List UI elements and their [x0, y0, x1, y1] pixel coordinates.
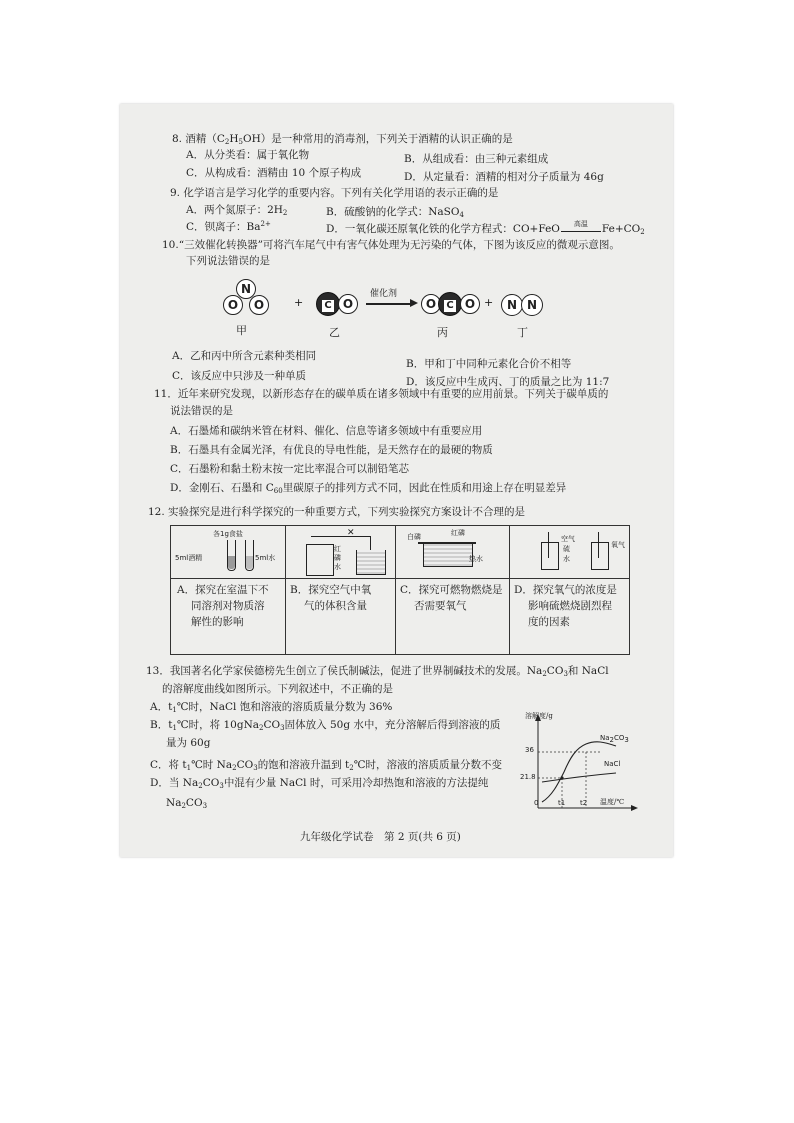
arrow-head [410, 299, 418, 307]
q11-option-c: C．石墨粉和黏土粉末按一定比率混合可以制铅笔芯 [170, 463, 410, 475]
q11-option-a: A．石墨烯和碳纳米管在材料、催化、信息等诸多领域中有重要应用 [170, 425, 483, 437]
q11-stem-line1: 11．近年来研究发现，以新形态存在的碳单质在诸多领域中有重要的应用前景。下列关于碳单质的 [154, 388, 609, 400]
q10-option-c: C．该反应中只涉及一种单质 [172, 370, 307, 382]
nitrogen-atom: N [501, 294, 523, 316]
nitrogen-atom: N [236, 279, 256, 299]
beaker [423, 544, 473, 567]
gas-bottle [591, 542, 609, 570]
q12-option-c: C．探究可燃物燃烧是 否需要氧气 [400, 584, 503, 612]
oxygen-atom: O [460, 294, 480, 314]
q12-option-a: A．探究在室温下不 同溶剂对物质溶 解性的影响 [177, 584, 269, 628]
label-bing: 丙 [437, 326, 448, 339]
label-ding: 丁 [517, 326, 528, 339]
oxygen-atom: O [338, 294, 358, 314]
q8-option-a: A．从分类看：属于氧化物 [186, 149, 310, 161]
chart-ytick-36: 36 [525, 746, 534, 754]
q12-stem: 12. 实验探究是进行科学探究的一种重要方式，下列实验探究方案设计不合理的是 [148, 506, 526, 518]
chart-x-arrow [631, 805, 638, 811]
q13-option-b-line2: 量为 60g [166, 737, 211, 749]
chart-xtick-t2: t2 [580, 799, 588, 807]
oxygen-atom: O [421, 294, 441, 314]
q13-option-c: C．将 $t_1℃$时 $Na_2CO_3$的饱和溶液升温到 $t_2℃$时，溶液的溶质质量分数不变 [150, 759, 502, 772]
q12-table: 各1g食盐 5ml酒精 5ml水 ✕ 红 磷 水 白磷 红磷 热水 空气 硫 水 氧气 A．探究在室温下不 同溶剂对物质溶 解性的影响 B．探究空气中氧 气的体积含量 C．探究可燃物燃烧是 否需要氧气 D．探究氧气的浓度是 影响硫燃烧剧烈程 度的因素 [170, 525, 630, 655]
oxygen-atom: O [249, 295, 269, 315]
q13-stem-line1: 13．我国著名化学家侯德榜先生创立了侯氏制碱法，促进了世界制碱技术的发展。$Na_2CO_3$和 NaCl [146, 665, 609, 678]
beaker [356, 550, 386, 575]
q10-option-b: B．甲和丁中同种元素化合价不相等 [406, 358, 572, 370]
chart-xlabel: 温度/℃ [600, 798, 625, 806]
legend-na2co3: $Na_2CO_3$ [600, 734, 629, 744]
q9-stem: 9. 化学语言是学习化学的重要内容。下列有关化学用语的表示正确的是 [170, 187, 499, 199]
gas-bottle [541, 542, 559, 570]
page-footer: 九年级化学试卷 第 2 页(共 6 页) [300, 831, 461, 843]
q9-option-b: B．硫酸钠的化学式：NaSO$_4$ [326, 206, 464, 219]
carbon-atom: C [438, 292, 462, 316]
q8-option-b: B．从组成看：由三种元素组成 [404, 153, 549, 165]
q9-option-d: D．一氧化碳还原氧化铁的化学方程式：CO+FeO 高温 $Fe+CO_2$ [326, 220, 645, 236]
q11-option-d: D．金刚石、石墨和 $C_{60}$里碳原子的排列方式不同，因此在性质和用途上存在明显差异 [170, 482, 567, 495]
series-na2co3-line [542, 742, 616, 802]
q10-stem-line1: 10.“三效催化转换器”可将汽车尾气中有害气体处理为无污染的气体，下图为该反应的微观示意图。 [162, 239, 620, 251]
tube [311, 536, 371, 537]
liquid [246, 556, 253, 569]
q13-option-d-line2: $Na_2CO_3$ [166, 797, 208, 810]
q8-stem: 8. 酒精$(C_2H_5OH)$是一种常用的消毒剂，下列关于酒精的认识正确的是 [172, 133, 513, 146]
q12-option-b: B．探究空气中氧 气的体积含量 [290, 584, 372, 612]
chart-ylabel: 溶解度/g [525, 712, 553, 720]
carbon-atom: C [316, 292, 340, 316]
plus-sign: + [484, 296, 494, 309]
catalyst-label: 催化剂 [370, 289, 398, 299]
intersection-point [560, 776, 563, 779]
label-yi: 乙 [329, 326, 340, 339]
bottle [306, 544, 334, 576]
reaction-arrow [366, 303, 412, 305]
q13-stem-line2: 的溶解度曲线如图所示。下列叙述中，不正确的是 [162, 683, 393, 695]
liquid [228, 556, 235, 569]
q13-option-a: A．$t_1℃$时，NaCl 饱和溶液的溶质质量分数为 36% [150, 701, 393, 714]
q11-option-b: B．石墨具有金属光泽，有优良的导电性能，是天然存在的最硬的物质 [170, 444, 493, 456]
legend-nacl: NaCl [604, 760, 621, 768]
chart-ytick-21.8: 21.8 [520, 773, 536, 781]
q8-option-c: C．从构成看：酒精由 10 个原子构成 [186, 167, 362, 179]
nitrogen-atom: N [521, 294, 543, 316]
spoon [598, 532, 599, 558]
chart-xtick-0: 0 [534, 799, 539, 807]
exam-page [120, 104, 673, 857]
q13-option-b: B．$t_1℃$时，将 $10gNa_2CO_3$固体放入 50g 水中，充分溶解后得到溶液的质 [150, 719, 501, 732]
q10-option-a: A．乙和丙中所含元素种类相同 [172, 350, 317, 362]
oxygen-atom: O [223, 295, 243, 315]
plus-sign: + [294, 296, 304, 309]
q9-option-c: C．钡离子：$Ba^{2+}$ [186, 220, 271, 233]
label-jia: 甲 [236, 324, 247, 337]
q10-option-d: D．该反应中生成丙、丁的质量之比为 11:7 [406, 376, 610, 388]
series-nacl-line [542, 773, 616, 782]
clamp-icon: ✕ [347, 528, 355, 538]
q10-stem-line2: 下列说法错误的是 [186, 255, 270, 267]
q9-option-a: A．两个氮原子：$2H_2$ [186, 204, 288, 217]
q8-option-d: D．从定量看：酒精的相对分子质量为 46g [404, 171, 604, 183]
spoon [548, 532, 549, 558]
chart-xtick-t1: t1 [558, 799, 566, 807]
q11-stem-line2: 说法错误的是 [170, 405, 233, 417]
q12-option-d: D．探究氧气的浓度是 影响硫燃烧剧烈程 度的因素 [514, 584, 617, 628]
q13-option-d: D．当 $Na_2CO_3$中混有少量 NaCl 时，可采用冷却热饱和溶液的方法提纯 [150, 777, 489, 790]
